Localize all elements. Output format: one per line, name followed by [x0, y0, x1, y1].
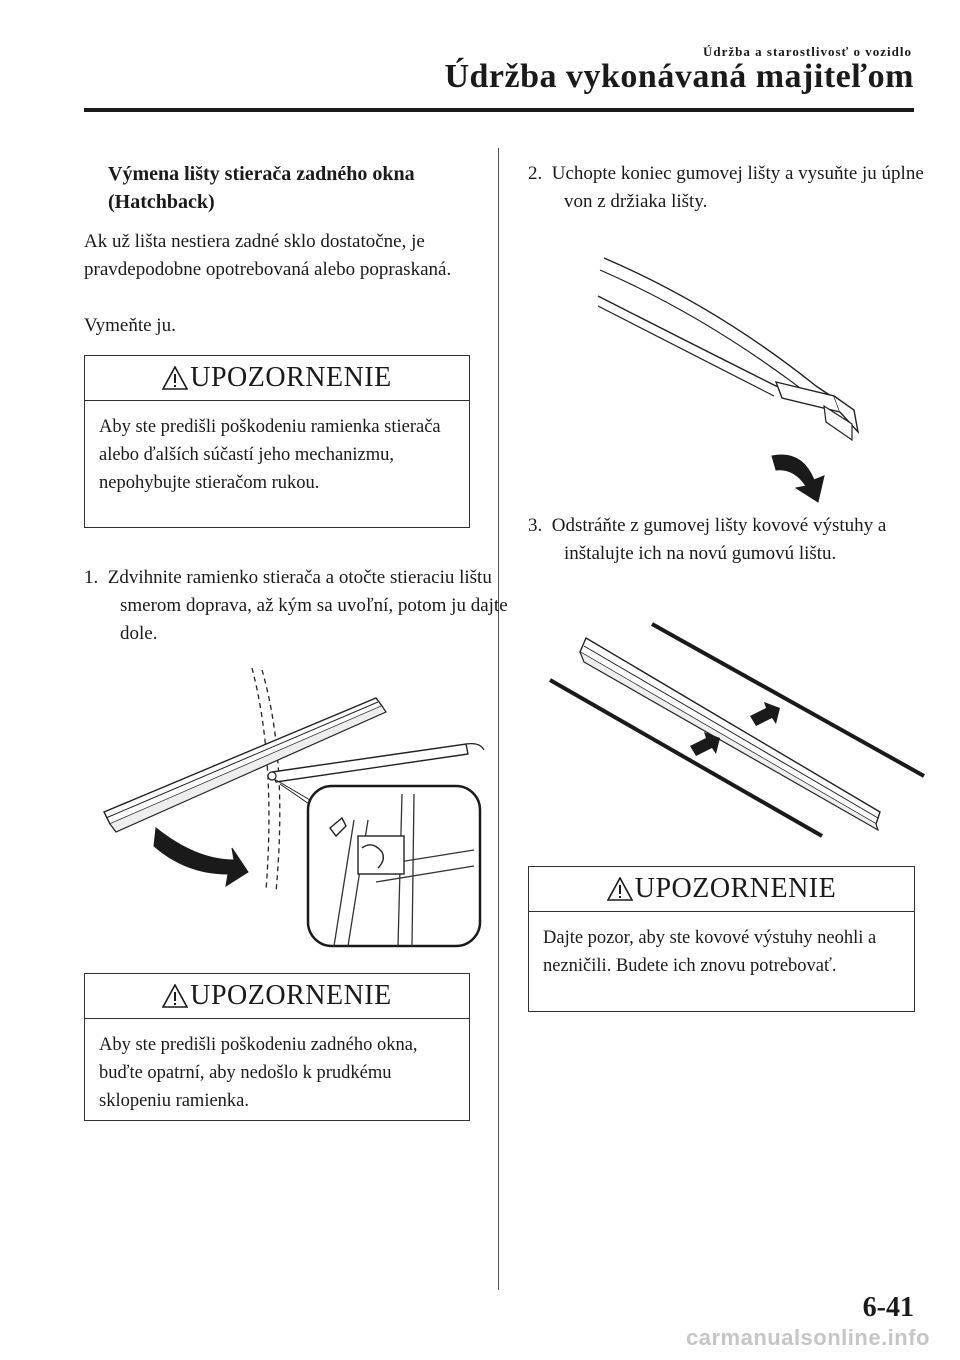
caution-text: Aby ste predišli poškodeniu zadného okna, buďte opatrní, aby nedošlo k prudkému sklopeniu ramienka. [99, 1035, 418, 1111]
caution-heading-text: UPOZORNENIE [190, 362, 392, 393]
page-title: Údržba vykonávaná majiteľom [444, 58, 914, 95]
step-text: Zdvihnite ramienko stierača a otočte stieraciu lištu smerom doprava, až kým sa uvoľní, potom ju dajte dole. [107, 567, 508, 644]
curved-arrow-icon [154, 828, 248, 886]
rubber-removal-illustration [596, 236, 868, 506]
caution-heading [529, 867, 914, 912]
caution-heading [85, 356, 469, 401]
section-title: Výmena lišty stierača zadného okna (Hatchback) [108, 163, 415, 213]
step-2 [528, 160, 954, 216]
intro-paragraph-2: Vymeňte ju. [84, 315, 176, 336]
reinforcement-illustration [540, 616, 930, 846]
caution-heading-text: UPOZORNENIE [634, 873, 837, 904]
caution-box-2 [84, 973, 470, 1121]
caution-box-3 [528, 866, 915, 1012]
curved-arrow-icon [772, 455, 824, 502]
page-number: 6-41 [862, 1292, 914, 1323]
warning-triangle-icon [607, 877, 633, 901]
header-rule [84, 108, 914, 112]
caution-heading-text: UPOZORNENIE [190, 980, 392, 1011]
wiper-arm-illustration [96, 660, 488, 952]
caution-text: Aby ste predišli poškodeniu ramienka stierača alebo ďalších súčastí jeho mechanizmu, nepohybujte stieračom rukou. [99, 417, 441, 493]
step-number: 2. [528, 163, 543, 184]
step-number: 1. [84, 567, 99, 588]
step-text: Uchopte koniec gumovej lišty a vysuňte ju úplne von z držiaka lišty. [551, 163, 924, 212]
step-3 [528, 512, 954, 568]
warning-triangle-icon [162, 366, 188, 390]
caution-text: Dajte pozor, aby ste kovové výstuhy neohli a nezničili. Budete ich znovu potrebovať. [543, 928, 877, 976]
caution-heading [85, 974, 469, 1019]
step-number: 3. [528, 515, 543, 536]
column-divider [498, 148, 499, 1290]
step-text: Odstráňte z gumovej lišty kovové výstuhy a inštalujte ich na novú gumovú lištu. [551, 515, 887, 564]
warning-triangle-icon [162, 984, 188, 1008]
step-1 [84, 564, 520, 648]
chapter-title: Údržba a starostlivosť o vozidlo [703, 44, 912, 59]
caution-box-1 [84, 355, 470, 528]
watermark[interactable]: carmanualsonline.info [686, 1325, 930, 1350]
intro-paragraph: Ak už lišta nestiera zadné sklo dostatočne, je pravdepodobne opotrebovaná alebo popraskaná. [84, 231, 452, 280]
